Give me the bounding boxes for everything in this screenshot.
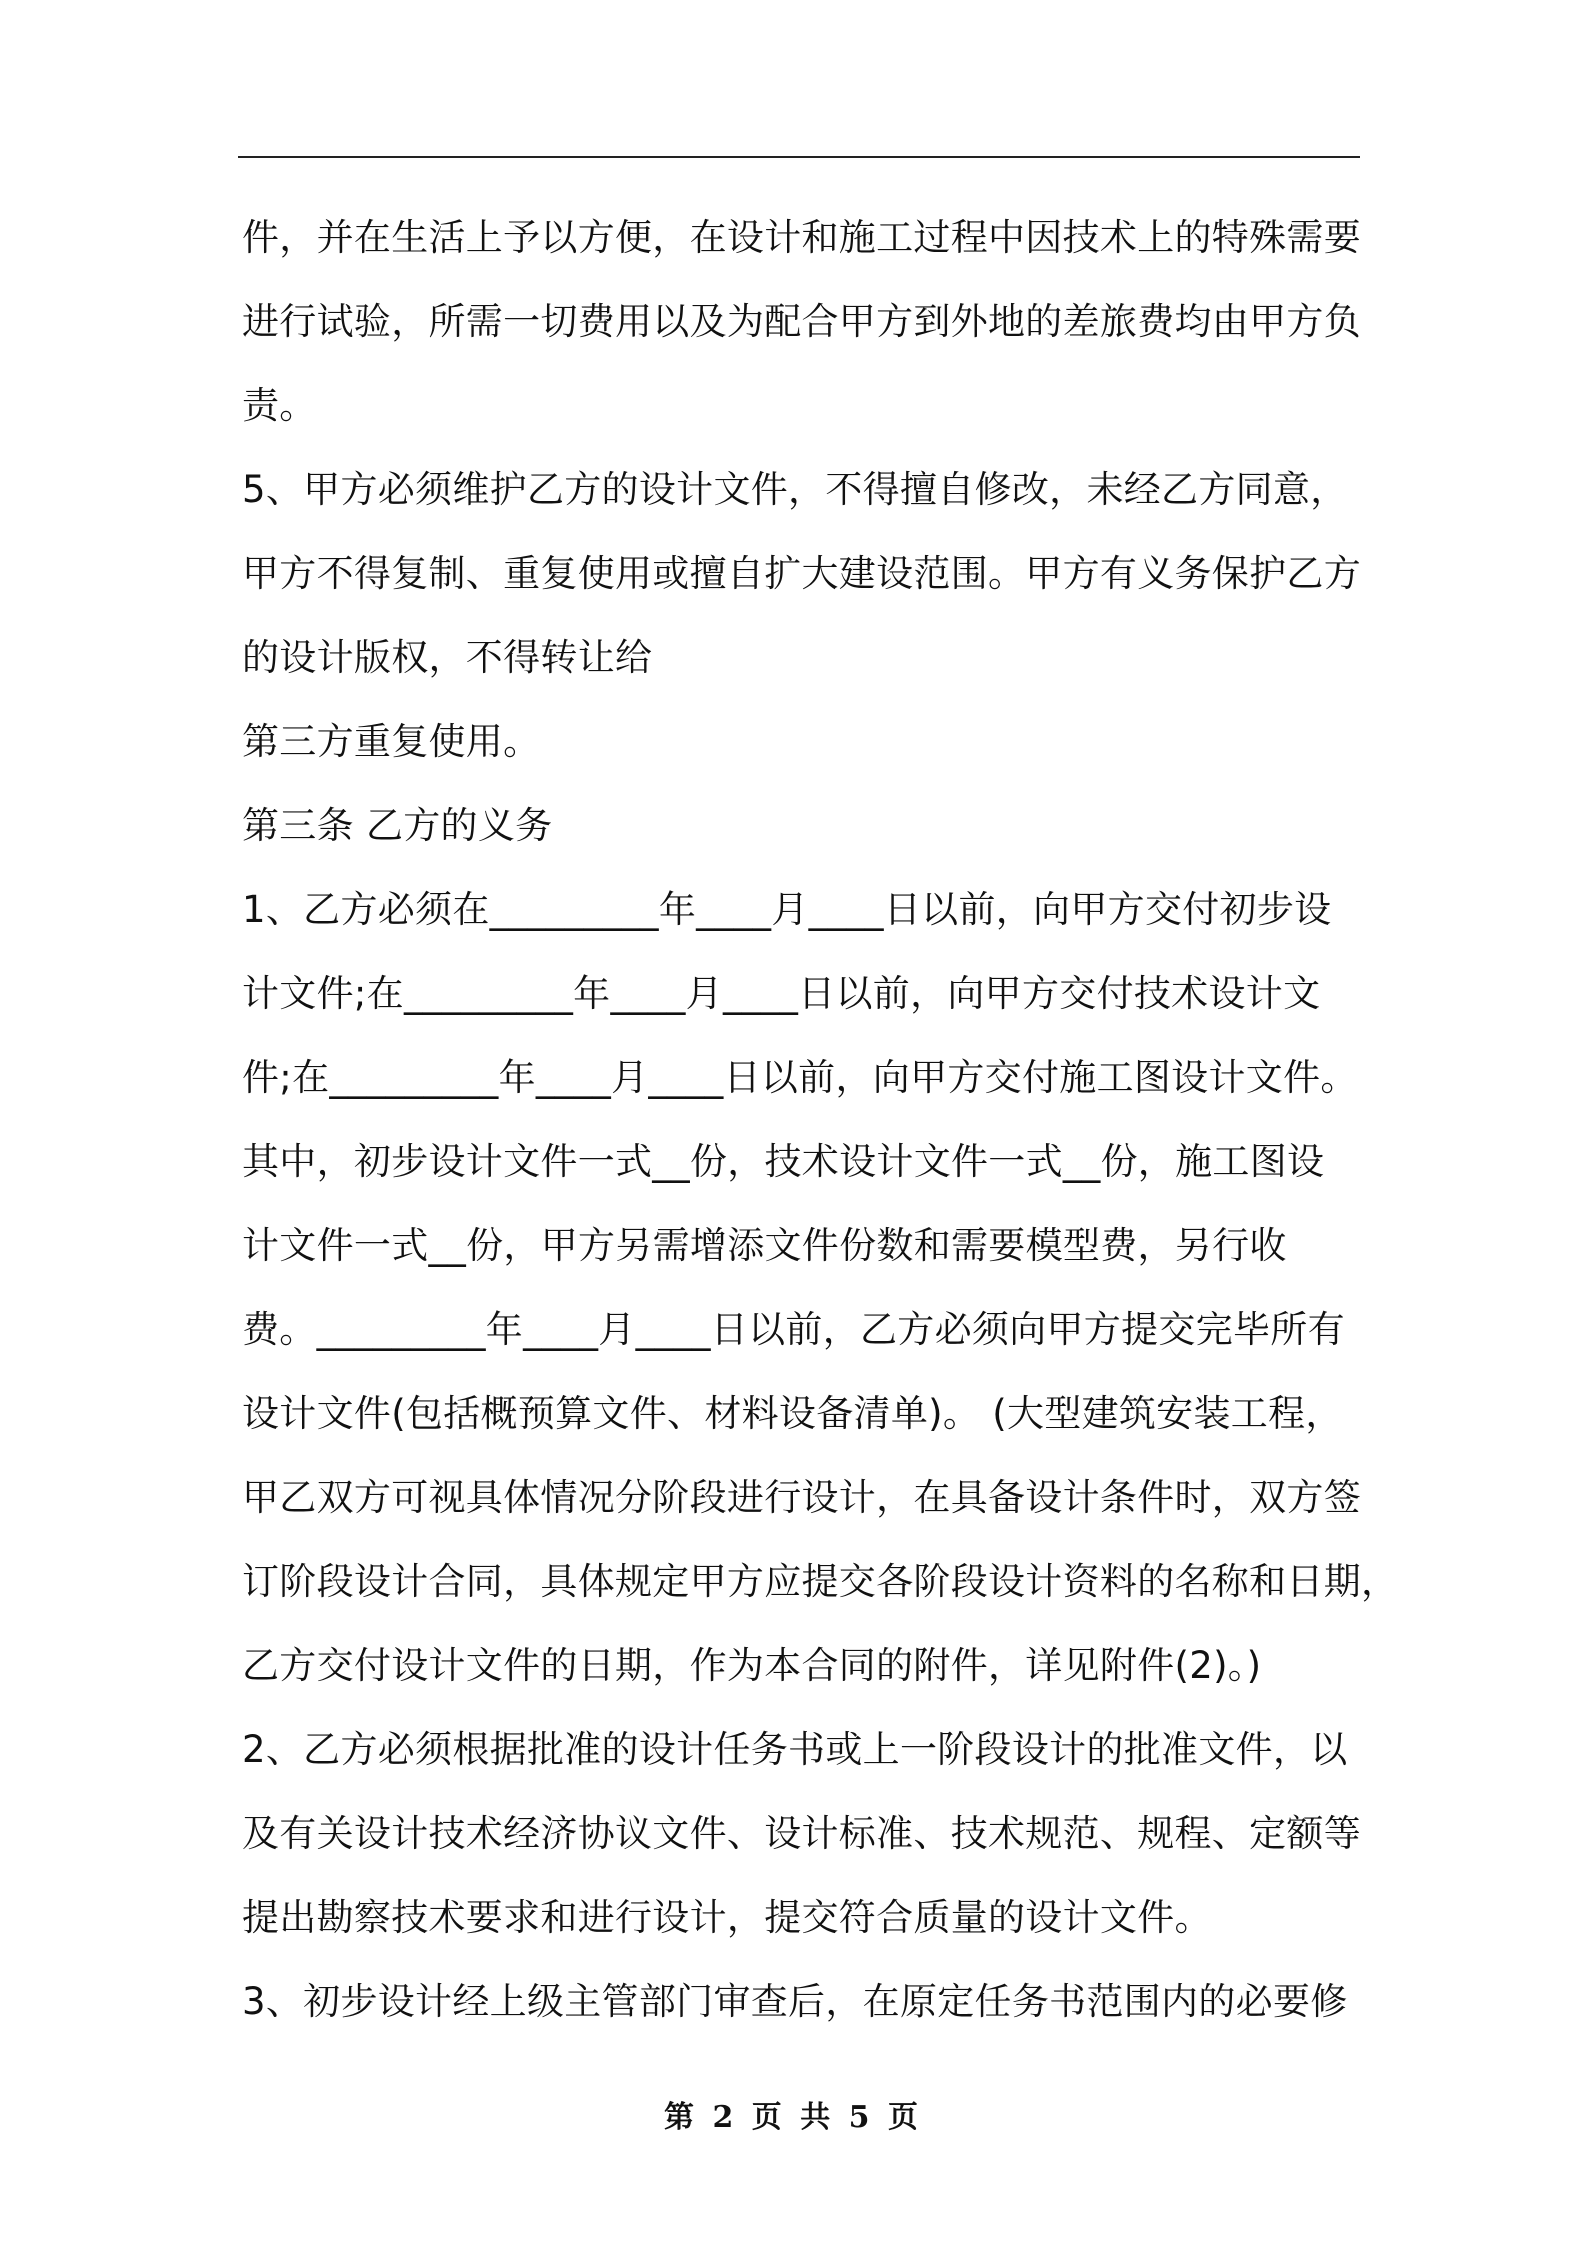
text-line-13: 计文件一式__份，甲方另需增添文件份数和需要模型费，另行收: [242, 1224, 1287, 1267]
text-line-20: 及有关设计技术经济协议文件、设计标准、技术规范、规程、定额等: [242, 1812, 1361, 1855]
text-line-19: 2、乙方必须根据批准的设计任务书或上一阶段设计的批准文件，以: [242, 1728, 1348, 1771]
text-line-2: 进行试验，所需一切费用以及为配合甲方到外地的差旅费均由甲方负: [242, 300, 1361, 343]
body-text: [242, 196, 1399, 2044]
text-line-14: 费。_________年____月____日以前，乙方必须向甲方提交完毕所有: [242, 1308, 1345, 1351]
text-line-15: 设计文件(包括概预算文件、材料设备清单)。 (大型建筑安装工程，: [242, 1392, 1343, 1435]
text-line-7: 第三方重复使用。: [242, 720, 541, 763]
text-line-5: 甲方不得复制、重复使用或擅自扩大建设范围。甲方有义务保护乙方: [242, 552, 1361, 595]
text-line-1: 件，并在生活上予以方便，在设计和施工过程中因技术上的特殊需要: [242, 216, 1361, 259]
text-line-17: 订阶段设计合同，具体规定甲方应提交各阶段设计资料的名称和日期，: [242, 1560, 1399, 1603]
text-line-22: 3、初步设计经上级主管部门审查后，在原定任务书范围内的必要修: [242, 1980, 1348, 2023]
text-line-3: 责。: [242, 384, 317, 427]
text-line-9: 1、乙方必须在_________年____月____日以前，向甲方交付初步设: [242, 888, 1332, 931]
header-rule: [238, 156, 1360, 158]
section-heading: 第三条 乙方的义务: [242, 804, 553, 847]
text-line-11: 件;在_________年____月____日以前，向甲方交付施工图设计文件。: [242, 1056, 1358, 1099]
page-number-footer: 第 2 页 共 5 页: [664, 2100, 922, 2135]
text-line-4: 5、甲方必须维护乙方的设计文件，不得擅自修改，未经乙方同意，: [242, 468, 1348, 511]
text-line-10: 计文件;在_________年____月____日以前，向甲方交付技术设计文: [242, 972, 1321, 1015]
text-line-16: 甲乙双方可视具体情况分阶段进行设计，在具备设计条件时，双方签: [242, 1476, 1361, 1519]
text-line-18: 乙方交付设计文件的日期，作为本合同的附件，详见附件(2)。): [242, 1644, 1262, 1687]
text-line-21: 提出勘察技术要求和进行设计，提交符合质量的设计文件。: [242, 1896, 1212, 1939]
text-line-6: 的设计版权，不得转让给: [242, 636, 653, 679]
text-line-12: 其中，初步设计文件一式__份，技术设计文件一式__份，施工图设: [242, 1140, 1325, 1183]
